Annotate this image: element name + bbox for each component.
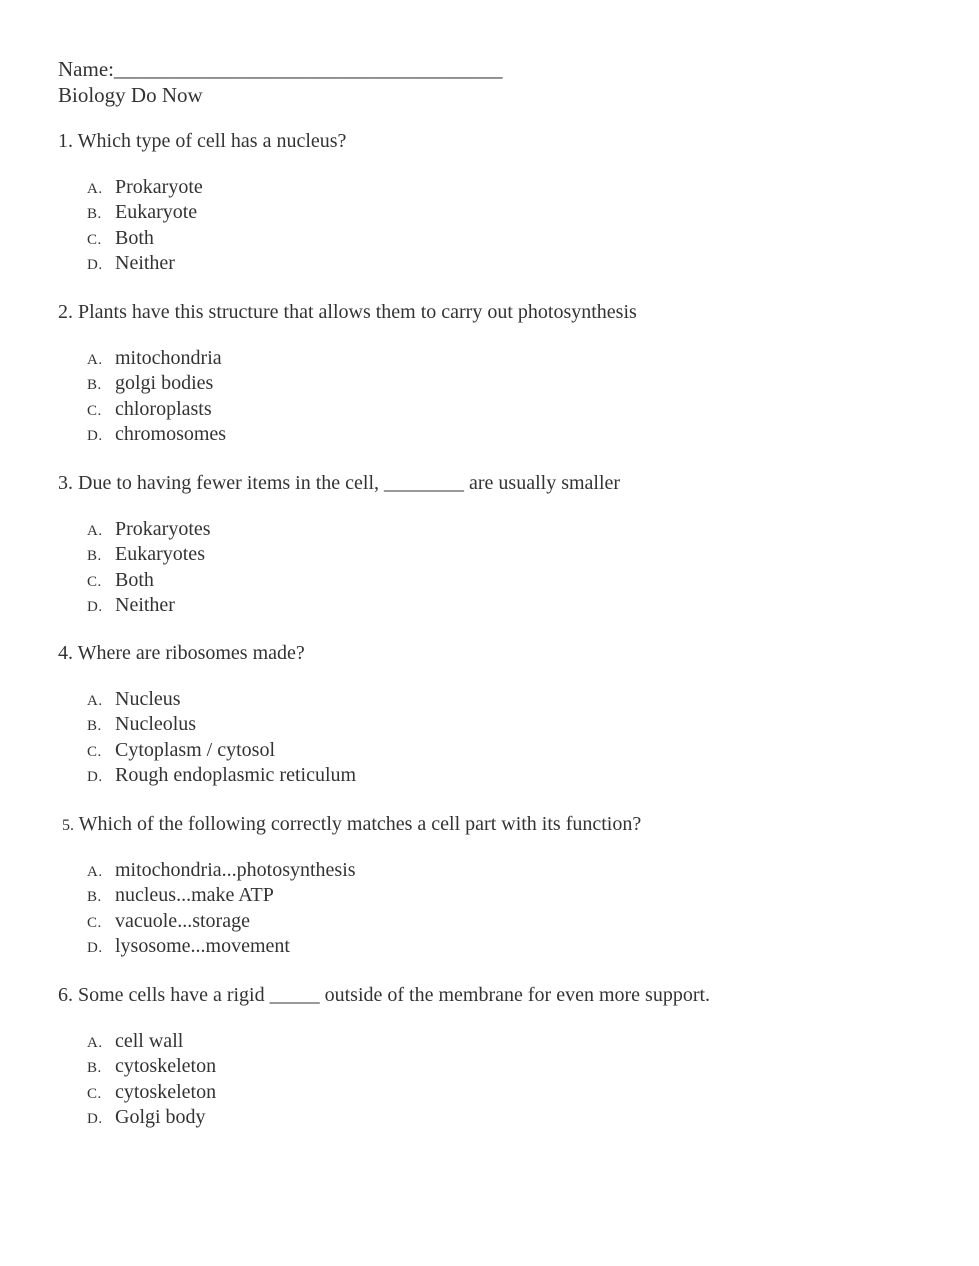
question-5-option-b[interactable] — [58, 883, 938, 908]
question-5 — [58, 811, 938, 959]
worksheet-page — [58, 56, 938, 1128]
question-3-options — [58, 517, 938, 618]
option-letter: D. — [87, 1110, 103, 1127]
option-text: mitochondria — [115, 347, 222, 369]
question-5-option-a[interactable] — [58, 858, 938, 883]
option-letter: B. — [87, 889, 102, 906]
option-text: cytoskeleton — [115, 1055, 217, 1078]
question-1-option-d[interactable] — [58, 251, 938, 276]
option-letter: C. — [87, 914, 102, 931]
question-4-number: 4. — [58, 642, 73, 664]
question-3-prompt — [58, 470, 938, 496]
question-2-prompt — [58, 299, 938, 325]
option-letter: B. — [87, 1060, 102, 1077]
question-2 — [58, 299, 938, 447]
question-5-option-d[interactable] — [58, 934, 938, 959]
question-6-prompt — [58, 982, 938, 1008]
question-1-option-b[interactable] — [58, 200, 938, 225]
option-text: cytoskeleton — [115, 1080, 217, 1103]
option-text: Both — [115, 568, 154, 591]
question-4-options — [58, 687, 938, 788]
question-6-number: 6. — [58, 984, 73, 1006]
option-letter: A. — [87, 523, 103, 539]
option-text: lysosome...movement — [115, 934, 290, 957]
question-6 — [58, 982, 938, 1130]
option-text: Both — [115, 226, 154, 249]
option-letter: A. — [87, 352, 103, 368]
question-3-option-b[interactable] — [58, 542, 938, 567]
option-letter: B. — [87, 377, 102, 394]
option-letter: B. — [87, 206, 102, 223]
question-2-option-a[interactable] — [58, 346, 938, 371]
question-2-option-c[interactable] — [58, 397, 938, 422]
question-2-text: Plants have this structure that allows them to carry out photosynthesis — [78, 301, 637, 323]
option-letter: C. — [87, 573, 102, 590]
question-6-option-b[interactable] — [58, 1054, 938, 1079]
question-4 — [58, 640, 938, 788]
question-3-option-a[interactable] — [58, 517, 938, 542]
question-1 — [58, 128, 938, 276]
question-4-option-b[interactable] — [58, 712, 938, 737]
question-6-text: Some cells have a rigid _____ outside of the membrane for even more support. — [78, 984, 711, 1006]
question-4-text: Where are ribosomes made? — [77, 642, 305, 664]
question-1-prompt — [58, 128, 938, 154]
question-1-option-c[interactable] — [58, 226, 938, 251]
option-text: Prokaryote — [115, 176, 203, 198]
option-text: golgi bodies — [115, 372, 214, 395]
option-text: mitochondria...photosynthesis — [115, 859, 356, 881]
option-letter: A. — [87, 864, 103, 880]
question-3 — [58, 470, 938, 618]
option-letter: A. — [87, 181, 103, 197]
option-letter: C. — [87, 231, 102, 248]
question-6-option-a[interactable] — [58, 1029, 938, 1054]
name-field-label: Name:_____________________________________ — [58, 57, 503, 81]
option-text: Golgi body — [115, 1105, 206, 1128]
question-3-option-d[interactable] — [58, 593, 938, 618]
option-letter: C. — [87, 743, 102, 760]
option-text: Cytoplasm / cytosol — [115, 738, 275, 761]
option-text: Neither — [115, 251, 175, 274]
option-letter: B. — [87, 718, 102, 735]
option-text: Nucleus — [115, 688, 181, 710]
question-3-number: 3. — [58, 472, 73, 494]
option-letter: D. — [87, 598, 103, 615]
question-5-text: Which of the following correctly matches a cell part with its function? — [78, 813, 642, 835]
question-3-text: Due to having fewer items in the cell, ________ are usually smaller — [78, 472, 621, 494]
option-letter: D. — [87, 768, 103, 785]
option-letter: B. — [87, 548, 102, 565]
question-4-option-a[interactable] — [58, 687, 938, 712]
option-letter: A. — [87, 693, 103, 709]
question-2-number: 2. — [58, 301, 73, 323]
option-text: Neither — [115, 593, 175, 616]
option-text: Nucleolus — [115, 713, 197, 736]
option-text: cell wall — [115, 1030, 184, 1052]
question-3-option-c[interactable] — [58, 568, 938, 593]
option-text: Rough endoplasmic reticulum — [115, 763, 357, 786]
question-2-option-d[interactable] — [58, 422, 938, 447]
question-5-option-c[interactable] — [58, 909, 938, 934]
option-letter: D. — [87, 427, 103, 444]
option-text: Eukaryotes — [115, 543, 205, 566]
question-6-option-c[interactable] — [58, 1080, 938, 1105]
option-text: chloroplasts — [115, 397, 212, 420]
option-text: chromosomes — [115, 422, 227, 445]
question-6-options — [58, 1029, 938, 1130]
question-5-number: 5. — [62, 817, 74, 834]
option-text: vacuole...storage — [115, 909, 250, 932]
question-1-text: Which type of cell has a nucleus? — [77, 130, 347, 152]
worksheet-title: Biology Do Now — [58, 83, 203, 107]
question-5-options — [58, 858, 938, 959]
option-text: nucleus...make ATP — [115, 884, 274, 907]
question-4-option-c[interactable] — [58, 738, 938, 763]
question-1-options — [58, 175, 938, 276]
option-text: Prokaryotes — [115, 518, 211, 540]
option-text: Eukaryote — [115, 201, 198, 224]
question-4-prompt — [58, 640, 938, 666]
option-letter: A. — [87, 1035, 103, 1051]
question-5-prompt — [58, 811, 938, 837]
question-1-option-a[interactable] — [58, 175, 938, 200]
option-letter: C. — [87, 402, 102, 419]
option-letter: D. — [87, 939, 103, 956]
option-letter: D. — [87, 256, 103, 273]
question-1-number: 1. — [58, 130, 73, 152]
question-2-option-b[interactable] — [58, 371, 938, 396]
option-letter: C. — [87, 1085, 102, 1102]
question-2-options — [58, 346, 938, 447]
question-4-option-d[interactable] — [58, 763, 938, 788]
question-6-option-d[interactable] — [58, 1105, 938, 1130]
